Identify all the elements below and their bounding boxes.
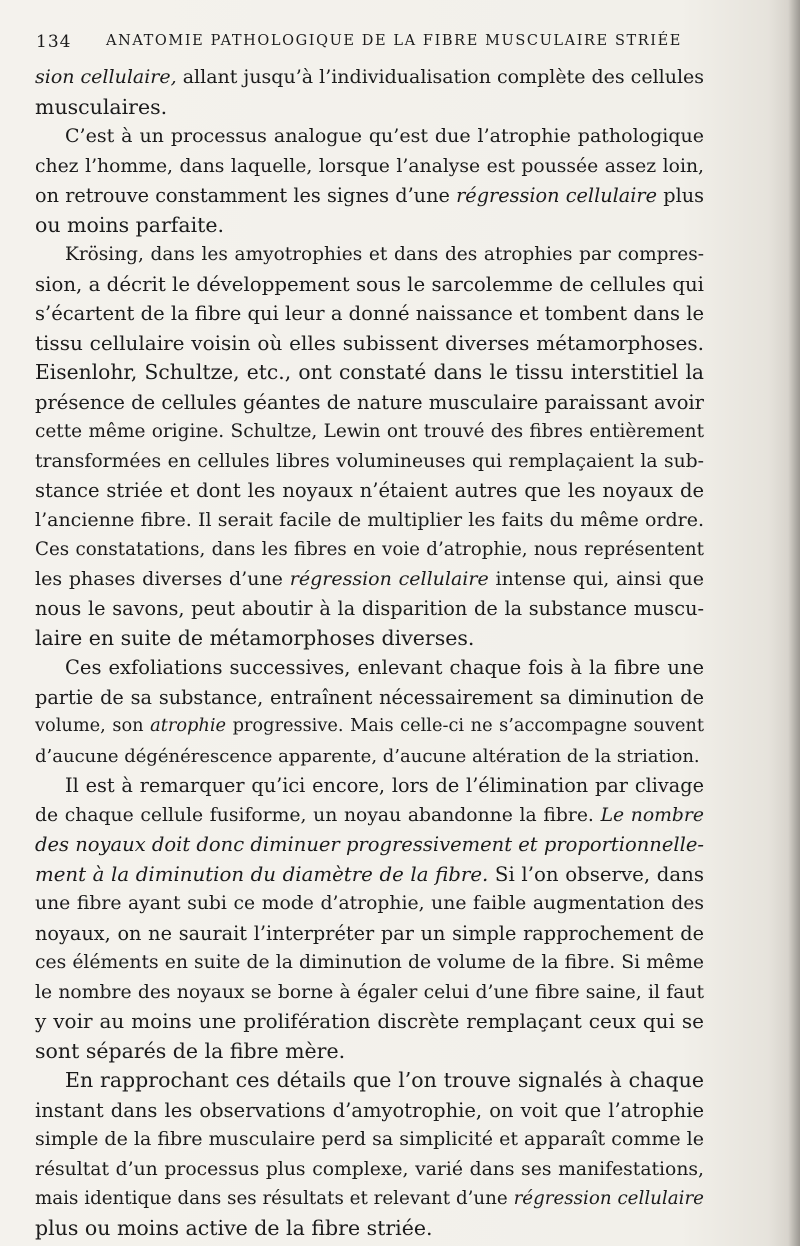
text-line: plus ou moins active de la fibre striée.	[35, 1215, 433, 1240]
text-line: ces éléments en suite de la diminution de volume de la fibre. Si même	[35, 952, 704, 973]
text-line: tissu cellulaire voisin où elles subissent diverses métamorphoses.	[35, 330, 704, 355]
text-line: stance striée et dont les noyaux n’étaient autres que les noyaux de	[35, 479, 704, 502]
text-line: musculaires.	[35, 94, 168, 119]
text-line: Eisenlohr, Schultze, etc., ont constaté dans le tissu interstitiel la	[35, 360, 704, 384]
text-line: Il est à remarquer qu’ici encore, lors de l’élimination par clivage	[65, 774, 704, 797]
page-number: 134	[36, 32, 72, 52]
text-line: Ces constatations, dans les fibres en voie d’atrophie, nous représentent	[35, 539, 704, 560]
text-line: les phases diverses d’une régression cellulaire intense qui, ainsi que	[35, 567, 704, 590]
text-line: partie de sa substance, entraînent nécessairement sa diminution de	[35, 685, 704, 709]
page-edge-shadow	[788, 0, 800, 1246]
text-line: volume, son atrophie progressive. Mais celle-ci ne s’accompagne souvent	[35, 716, 704, 736]
text-line: C’est à un processus analogue qu’est due l’atrophie pathologique	[65, 125, 704, 147]
text-line: cette même origine. Schultze, Lewin ont trouvé des fibres entièrement	[35, 421, 704, 442]
text-line: nous le savons, peut aboutir à la disparition de la substance muscu-	[35, 597, 704, 620]
text-line: sion, a décrit le développement sous le sarcolemme de cellules qui	[35, 272, 705, 296]
text-line: sion cellulaire, allant jusqu’à l’individualisation complète des cellules	[35, 66, 705, 88]
text-line: sont séparés de la fibre mère.	[35, 1038, 346, 1063]
text-line: on retrouve constamment les signes d’une régression cellulaire plus	[35, 184, 704, 207]
text-line: des noyaux doit donc diminuer progressivement et proportionnelle-	[35, 833, 704, 856]
text-line: de chaque cellule fusiforme, un noyau abandonne la fibre. Le nombre	[35, 804, 704, 826]
text-line: mais identique dans ses résultats et relevant d’une régression cellulaire	[35, 1188, 704, 1209]
text-line: instant dans les observations d’amyotrophie, on voit que l’atrophie	[35, 1098, 704, 1122]
text-line: ou moins parfaite.	[35, 212, 225, 237]
text-line: résultat d’un processus plus complexe, varié dans ses manifestations,	[35, 1158, 704, 1180]
text-line: y voir au moins une prolifération discrète remplaçant ceux qui se	[35, 1009, 704, 1033]
running-title: ANATOMIE PATHOLOGIQUE DE LA FIBRE MUSCULAIRE STRIÉE	[106, 33, 682, 49]
text-line: l’ancienne fibre. Il serait facile de multiplier les faits du même ordre.	[35, 508, 704, 531]
text-line: Ces exfoliations successives, enlevant chaque fois à la fibre une	[65, 656, 704, 679]
text-line: chez l’homme, dans laquelle, lorsque l’analyse est poussée assez loin,	[35, 155, 704, 177]
text-line: noyaux, on ne saurait l’interpréter par un simple rapprochement de	[35, 921, 704, 945]
text-line: une fibre ayant subi ce mode d’atrophie, une faible augmentation des	[35, 893, 704, 914]
text-line: présence de cellules géantes de nature musculaire paraissant avoir	[35, 390, 704, 414]
text-line: ment à la diminution du diamètre de la fibre. Si l’on observe, dans	[35, 862, 704, 886]
body-text	[35, 63, 704, 1243]
text-line: En rapprochant ces détails que l’on trouve signalés à chaque	[65, 1068, 704, 1092]
text-line: Krösing, dans les amyotrophies et dans des atrophies par compres-	[65, 244, 704, 265]
text-line: d’aucune dégénérescence apparente, d’aucune altération de la striation.	[35, 745, 700, 767]
page-header	[36, 32, 736, 60]
text-line: laire en suite de métamorphoses diverses.	[35, 625, 475, 650]
text-line: le nombre des noyaux se borne à égaler celui d’une fibre saine, il faut	[35, 981, 704, 1003]
text-line: simple de la fibre musculaire perd sa simplicité et apparaît comme le	[35, 1128, 704, 1150]
text-line: s’écartent de la fibre qui leur a donné naissance et tombent dans le	[35, 302, 704, 325]
text-line: transformées en cellules libres volumineuses qui remplaçaient la sub-	[35, 450, 704, 472]
